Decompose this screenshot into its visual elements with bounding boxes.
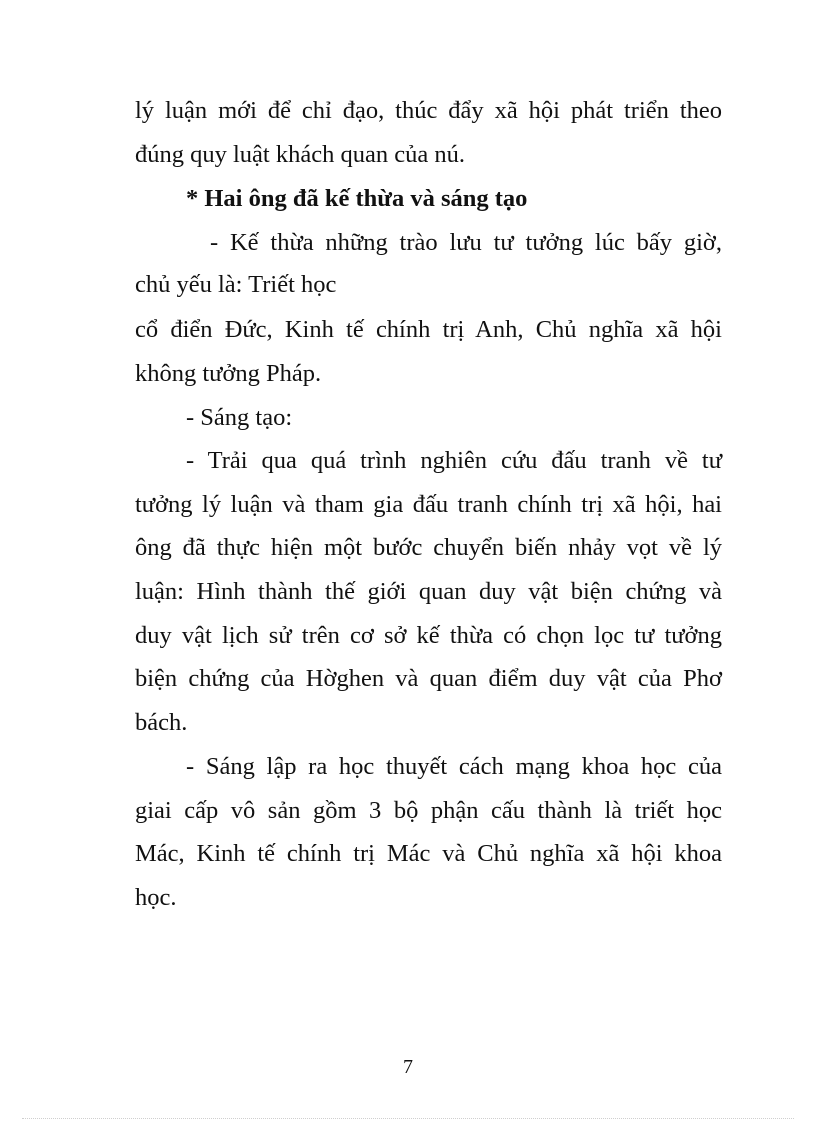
body-text-line: học. <box>135 884 177 911</box>
body-text-line: Mác, Kinh tế chính trị Mác và Chủ nghĩa xã hội khoa <box>135 840 722 867</box>
body-text-line: cổ điển Đức, Kinh tế chính trị Anh, Chủ nghĩa xã hội <box>135 316 722 343</box>
body-text-line: ông đã thực hiện một bước chuyển biến nhảy vọt về lý <box>135 534 722 561</box>
body-text-line: bách. <box>135 709 188 736</box>
body-text-line: tưởng lý luận và tham gia đấu tranh chính trị xã hội, hai <box>135 491 722 518</box>
body-text-line: giai cấp vô sản gồm 3 bộ phận cấu thành là triết học <box>135 797 722 824</box>
body-text-line: không tưởng Pháp. <box>135 360 322 387</box>
body-text-line: biện chứng của Hờghen và quan điểm duy vật của Phơ <box>135 665 722 692</box>
body-text-line: lý luận mới để chỉ đạo, thúc đẩy xã hội phát triển theo <box>135 97 722 124</box>
body-text-line: luận: Hình thành thế giới quan duy vật biện chứng và <box>135 578 722 605</box>
body-text-line: - Sáng lập ra học thuyết cách mạng khoa học của <box>186 753 722 780</box>
body-text-line: - Sáng tạo: <box>186 404 293 431</box>
body-text-line: duy vật lịch sử trên cơ sở kế thừa có chọn lọc tư tưởng <box>135 622 722 649</box>
page-number: 7 <box>403 1056 413 1078</box>
body-text-line: đúng quy luật khách quan của nú. <box>135 141 465 168</box>
body-text-line: - Trải qua quá trình nghiên cứu đấu tranh về tư <box>186 447 722 474</box>
body-text-line: - Kế thừa những trào lưu tư tưởng lúc bấy giờ, <box>210 229 722 256</box>
page-bottom-border <box>22 1118 794 1119</box>
body-text-line: chủ yếu là: Triết học <box>135 271 337 298</box>
section-heading: * Hai ông đã kế thừa và sáng tạo <box>186 185 528 212</box>
